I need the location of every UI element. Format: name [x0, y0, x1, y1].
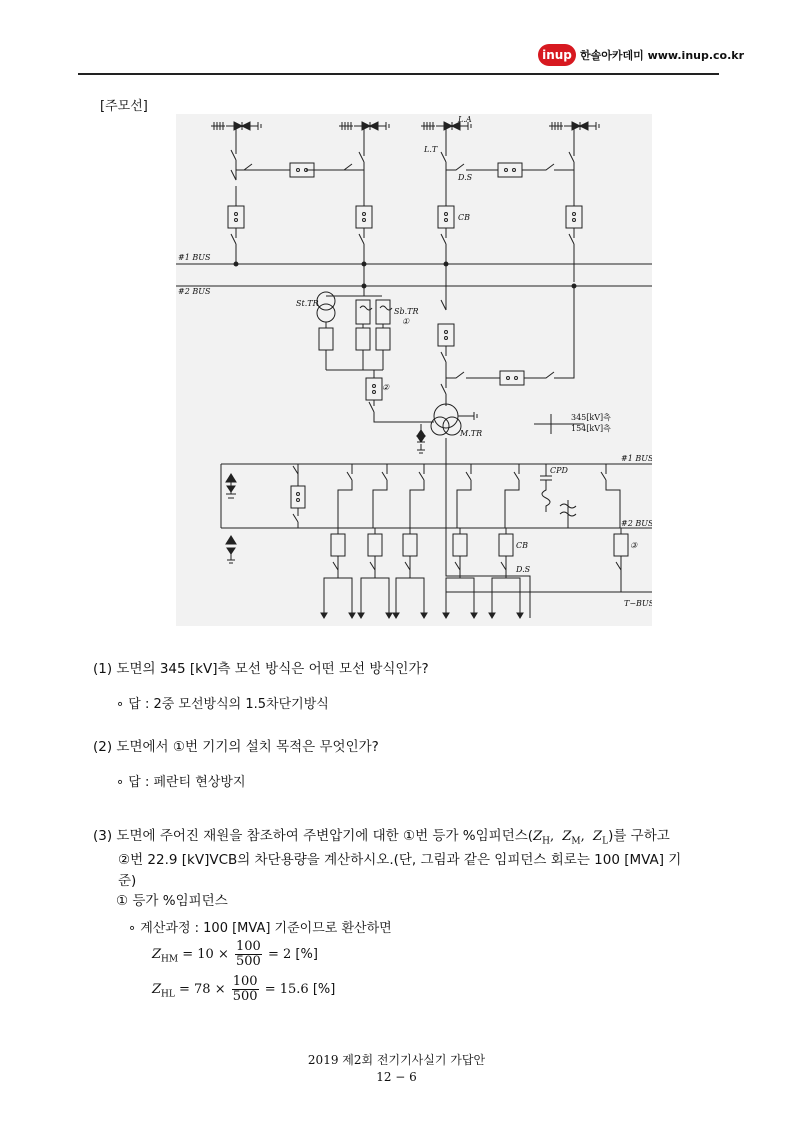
header-rule [78, 73, 719, 75]
question-3-line-1: (3) 도면에 주어진 재원을 참조하여 주변압기에 대한 ①번 등가 %임피던스($Z_H$, $Z_M$, $Z_L$)를 구하고 [93, 828, 670, 847]
logo-text: 한솔아카데미 www.inup.co.kr [580, 49, 745, 62]
logo-badge: inup [538, 44, 576, 66]
formula-zhl: $Z_{HL} = 78$ × $\frac{100}{500}$ = 15.6 [%] [152, 974, 336, 1004]
label-cpd: CPD [550, 466, 568, 475]
label-345kv: 345[kV]측 [571, 413, 611, 422]
label-sbtr: Sb.TR [394, 307, 419, 316]
question-1: (1) 도면의 345 [kV]측 모선 방식은 어떤 모선 방식인가? [93, 661, 429, 677]
calc-process: ∘ 계산과정 : 100 [MVA] 기준이므로 환산하면 [128, 921, 392, 936]
formula-zhm: $Z_{HM} = 10$ × $\frac{100}{500}$ = 2 [%] [152, 939, 318, 969]
single-line-diagram [176, 114, 652, 626]
bus-345 [176, 262, 652, 406]
main-transformer [417, 404, 584, 464]
label-bus1: #1 BUS [178, 253, 211, 262]
label-mtr: M.TR [460, 429, 483, 438]
section-label: [주모선] [100, 99, 148, 114]
label-circle3: ③ [630, 541, 638, 550]
feeder-columns-345 [228, 144, 582, 286]
footer-page: 12 − 6 [376, 1070, 417, 1084]
question-3-line-3: 준) [118, 873, 137, 889]
label-cb-top: CB [458, 213, 470, 222]
question-3-line-2: ②번 22.9 [kV]VCB의 차단용량을 계산하시오.(단, 그림과 같은 임피던스 회로는 100 [MVA] 기 [118, 852, 682, 868]
label-bus2: #2 BUS [178, 287, 211, 296]
footer-title: 2019 제2회 전기기사실기 가답안 [307, 1053, 486, 1067]
top-arresters [211, 122, 599, 144]
label-ds-low: D.S [516, 565, 531, 574]
subquestion-1: ① 등가 %임피던스 [116, 893, 228, 909]
answer-1: ∘ 답 : 2중 모선방식의 1.5차단기방식 [116, 697, 329, 712]
label-sttr: St.TR [296, 299, 319, 308]
label-cb-low: CB [516, 541, 528, 550]
label-ds-top: D.S [458, 173, 473, 182]
label-bus2-low: #2 BUS [621, 519, 652, 528]
answer-2: ∘ 답 : 페란티 현상방지 [116, 775, 246, 790]
question-2: (2) 도면에서 ①번 기기의 설치 목적은 무엇인가? [93, 739, 379, 755]
lower-feeders [321, 464, 652, 618]
label-tbus: T−BUS [624, 599, 652, 608]
label-circle1: ① [402, 317, 410, 326]
bus-154 [221, 464, 652, 563]
label-circle2: ② [382, 383, 390, 392]
label-154kv: 154[kV]측 [571, 424, 611, 433]
label-lt: L.T [424, 145, 438, 154]
label-bus1-low: #1 BUS [621, 454, 652, 463]
label-la: L.A [458, 115, 472, 124]
